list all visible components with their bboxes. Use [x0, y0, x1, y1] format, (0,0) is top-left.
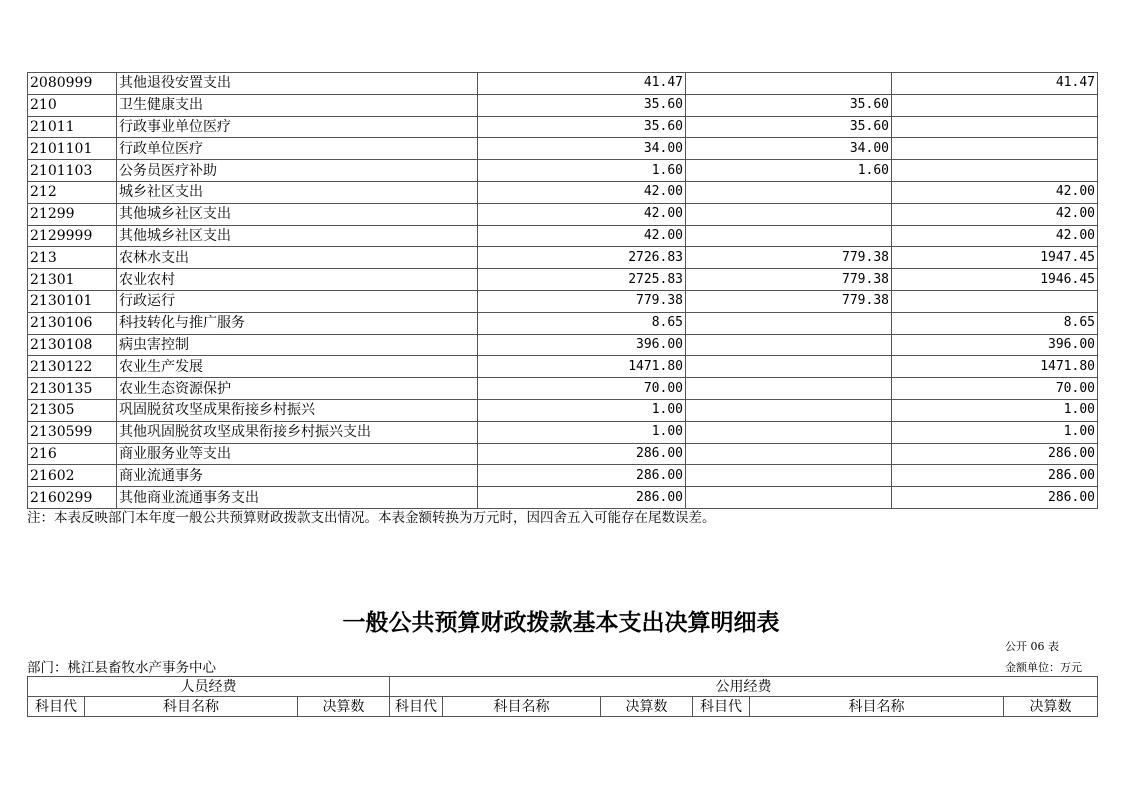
basic-amount-cell: [686, 399, 892, 421]
table-row: [28, 203, 1098, 225]
col-header-name: 科目名称: [750, 697, 1004, 717]
subject-code-cell: 216: [28, 443, 117, 465]
project-amount-cell: 42.00: [892, 181, 1098, 203]
project-amount-cell: 396.00: [892, 334, 1098, 356]
table-row: [28, 399, 1098, 421]
subject-name-cell: 其他商业流通事务支出: [117, 487, 478, 509]
subject-code-cell: 2101103: [28, 160, 117, 182]
table-row: [28, 312, 1098, 334]
subject-code-cell: 2160299: [28, 487, 117, 509]
total-amount-cell: 35.60: [478, 116, 686, 138]
table-row: [28, 94, 1098, 116]
total-amount-cell: 42.00: [478, 181, 686, 203]
total-amount-cell: 41.47: [478, 73, 686, 95]
subject-code-cell: 2130135: [28, 378, 117, 400]
col-header-amount: 决算数: [1004, 697, 1098, 717]
project-amount-cell: [892, 116, 1098, 138]
basic-amount-cell: 34.00: [686, 138, 892, 160]
subject-name-cell: 城乡社区支出: [117, 181, 478, 203]
total-amount-cell: 286.00: [478, 443, 686, 465]
column-header-row: [28, 697, 1098, 717]
subject-code-cell: 2129999: [28, 225, 117, 247]
table-row: [28, 116, 1098, 138]
basic-amount-cell: [686, 312, 892, 334]
subject-name-cell: 农林水支出: [117, 247, 478, 269]
project-amount-cell: 70.00: [892, 378, 1098, 400]
table-row: [28, 138, 1098, 160]
subject-name-cell: 农业农村: [117, 269, 478, 291]
basic-amount-cell: [686, 443, 892, 465]
subject-code-cell: 212: [28, 181, 117, 203]
table-row: [28, 160, 1098, 182]
subject-code-cell: 2080999: [28, 73, 117, 95]
basic-amount-cell: [686, 487, 892, 509]
table-row: [28, 247, 1098, 269]
basic-amount-cell: 35.60: [686, 94, 892, 116]
basic-amount-cell: [686, 356, 892, 378]
table-row: [28, 421, 1098, 443]
col-header-name: 科目名称: [85, 697, 298, 717]
basic-amount-cell: [686, 73, 892, 95]
basic-amount-cell: [686, 378, 892, 400]
subject-name-cell: 商业服务业等支出: [117, 443, 478, 465]
total-amount-cell: 2725.83: [478, 269, 686, 291]
table-row: [28, 73, 1098, 95]
group-public-header: 公用经费: [390, 677, 1098, 697]
subject-name-cell: 科技转化与推广服务: [117, 312, 478, 334]
subject-name-cell: 其他城乡社区支出: [117, 203, 478, 225]
project-amount-cell: [892, 138, 1098, 160]
expenditure-table-body: [28, 73, 1098, 509]
project-amount-cell: 286.00: [892, 443, 1098, 465]
basic-amount-cell: 1.60: [686, 160, 892, 182]
department-label: 部门：桃江县畜牧水产事务中心: [27, 660, 216, 676]
subject-code-cell: 2130122: [28, 356, 117, 378]
total-amount-cell: 1.00: [478, 399, 686, 421]
subject-code-cell: 21299: [28, 203, 117, 225]
col-header-code: 科目代: [28, 697, 85, 717]
subject-code-cell: 2130108: [28, 334, 117, 356]
group-personnel-header: 人员经费: [28, 677, 390, 697]
total-amount-cell: 42.00: [478, 225, 686, 247]
subject-code-cell: 2130599: [28, 421, 117, 443]
subject-name-cell: 农业生产发展: [117, 356, 478, 378]
project-amount-cell: 41.47: [892, 73, 1098, 95]
total-amount-cell: 42.00: [478, 203, 686, 225]
subject-code-cell: 2130106: [28, 312, 117, 334]
subject-name-cell: 商业流通事务: [117, 465, 478, 487]
table-row: [28, 443, 1098, 465]
project-amount-cell: 1947.45: [892, 247, 1098, 269]
project-amount-cell: 286.00: [892, 465, 1098, 487]
subject-name-cell: 病虫害控制: [117, 334, 478, 356]
basic-amount-cell: [686, 225, 892, 247]
total-amount-cell: 70.00: [478, 378, 686, 400]
subject-code-cell: 21602: [28, 465, 117, 487]
subject-name-cell: 农业生态资源保护: [117, 378, 478, 400]
subject-code-cell: 210: [28, 94, 117, 116]
group-header-row: [28, 677, 1098, 697]
subject-name-cell: 行政事业单位医疗: [117, 116, 478, 138]
basic-amount-cell: 779.38: [686, 247, 892, 269]
project-amount-cell: 1.00: [892, 421, 1098, 443]
col-header-code: 科目代: [693, 697, 750, 717]
project-amount-cell: [892, 94, 1098, 116]
col-header-name: 科目名称: [443, 697, 601, 717]
basic-amount-cell: [686, 334, 892, 356]
basic-amount-cell: [686, 181, 892, 203]
table-row: [28, 334, 1098, 356]
col-header-amount: 决算数: [601, 697, 693, 717]
basic-amount-cell: 35.60: [686, 116, 892, 138]
table-row: [28, 378, 1098, 400]
project-amount-cell: 286.00: [892, 487, 1098, 509]
project-amount-cell: [892, 290, 1098, 312]
col-header-amount: 决算数: [298, 697, 390, 717]
project-amount-cell: 8.65: [892, 312, 1098, 334]
total-amount-cell: 35.60: [478, 94, 686, 116]
amount-unit: 金额单位：万元: [1005, 661, 1082, 674]
total-amount-cell: 396.00: [478, 334, 686, 356]
basic-amount-cell: [686, 465, 892, 487]
total-amount-cell: 286.00: [478, 465, 686, 487]
subject-name-cell: 卫生健康支出: [117, 94, 478, 116]
subject-code-cell: 213: [28, 247, 117, 269]
project-amount-cell: 42.00: [892, 225, 1098, 247]
table-row: [28, 225, 1098, 247]
subject-name-cell: 行政运行: [117, 290, 478, 312]
total-amount-cell: 1.00: [478, 421, 686, 443]
total-amount-cell: 1.60: [478, 160, 686, 182]
col-header-code: 科目代: [390, 697, 443, 717]
basic-amount-cell: [686, 203, 892, 225]
table-row: [28, 465, 1098, 487]
subject-code-cell: 2130101: [28, 290, 117, 312]
subject-code-cell: 21011: [28, 116, 117, 138]
project-amount-cell: 1946.45: [892, 269, 1098, 291]
subject-name-cell: 巩固脱贫攻坚成果衔接乡村振兴: [117, 399, 478, 421]
total-amount-cell: 1471.80: [478, 356, 686, 378]
expenditure-table: [27, 72, 1098, 509]
subject-name-cell: 行政单位医疗: [117, 138, 478, 160]
subject-code-cell: 21301: [28, 269, 117, 291]
subject-code-cell: 2101101: [28, 138, 117, 160]
total-amount-cell: 8.65: [478, 312, 686, 334]
subject-name-cell: 其他退役安置支出: [117, 73, 478, 95]
total-amount-cell: 779.38: [478, 290, 686, 312]
table-code: 公开 06 表: [1005, 640, 1059, 653]
table-row: [28, 290, 1098, 312]
subject-code-cell: 21305: [28, 399, 117, 421]
basic-amount-cell: 779.38: [686, 269, 892, 291]
project-amount-cell: 1.00: [892, 399, 1098, 421]
total-amount-cell: 286.00: [478, 487, 686, 509]
table-row: [28, 356, 1098, 378]
subject-name-cell: 其他巩固脱贫攻坚成果衔接乡村振兴支出: [117, 421, 478, 443]
table-row: [28, 181, 1098, 203]
basic-amount-cell: [686, 421, 892, 443]
total-amount-cell: 34.00: [478, 138, 686, 160]
page-title: 一般公共预算财政拨款基本支出决算明细表: [342, 609, 780, 636]
project-amount-cell: 1471.80: [892, 356, 1098, 378]
table-note: 注：本表反映部门本年度一般公共预算财政拨款支出情况。本表金额转换为万元时，因四舍五入可能存在尾数误差。: [27, 510, 716, 526]
basic-amount-cell: 779.38: [686, 290, 892, 312]
table-row: [28, 269, 1098, 291]
project-amount-cell: 42.00: [892, 203, 1098, 225]
subject-name-cell: 其他城乡社区支出: [117, 225, 478, 247]
subject-name-cell: 公务员医疗补助: [117, 160, 478, 182]
total-amount-cell: 2726.83: [478, 247, 686, 269]
project-amount-cell: [892, 160, 1098, 182]
basic-expenditure-header-table: [27, 676, 1098, 717]
